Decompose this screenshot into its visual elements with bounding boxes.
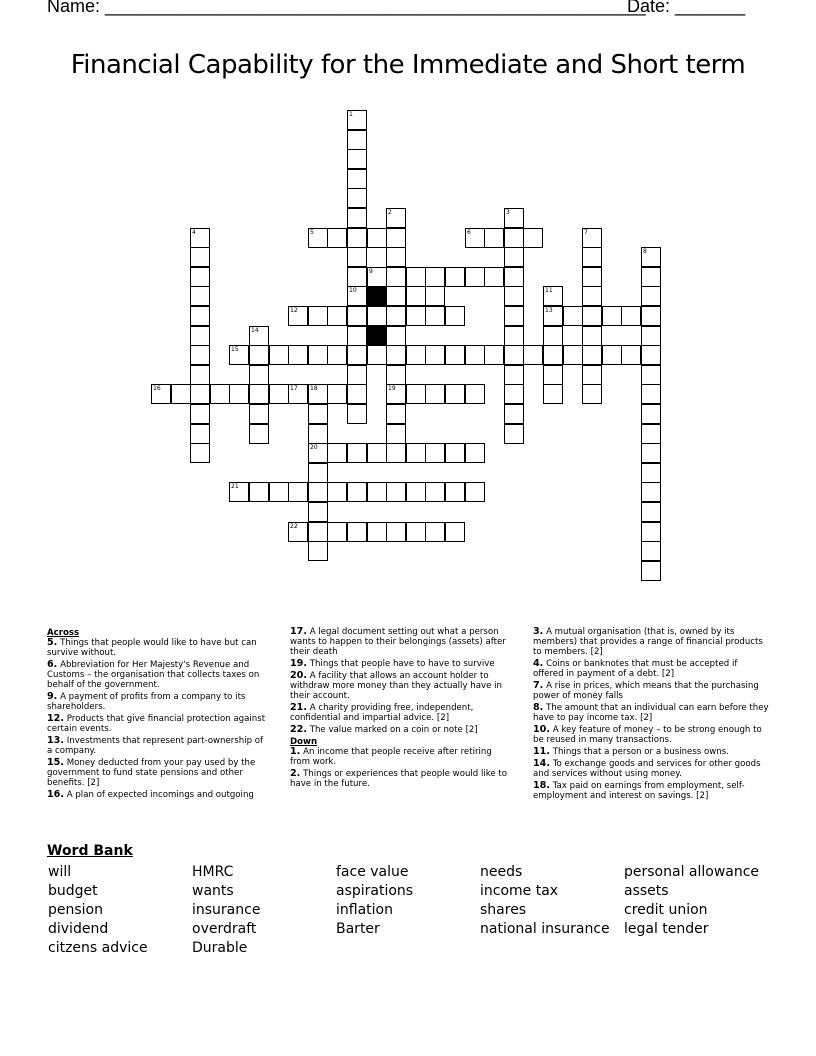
grid-cell[interactable] bbox=[190, 384, 210, 404]
grid-cell[interactable] bbox=[347, 188, 367, 208]
grid-cell[interactable] bbox=[465, 345, 485, 365]
clue-across-5: 5. Things that people would like to have but can survive without. bbox=[47, 637, 257, 658]
word-bank-column-3 bbox=[336, 863, 413, 939]
grid-cell[interactable] bbox=[308, 522, 328, 542]
clue-number: 6 bbox=[467, 229, 471, 236]
grid-cell[interactable] bbox=[327, 443, 347, 463]
clue-number: 19 bbox=[388, 385, 396, 392]
clue-number: 7 bbox=[584, 229, 588, 236]
grid-cell[interactable] bbox=[347, 404, 367, 424]
grid-black-cell bbox=[367, 286, 387, 306]
grid-cell[interactable] bbox=[249, 482, 269, 502]
grid-cell[interactable] bbox=[465, 482, 485, 502]
clue-down-8: 8. The amount that an individual can earn before they have to pay income tax. [2] bbox=[533, 702, 769, 723]
grid-cell[interactable] bbox=[406, 482, 426, 502]
grid-cell[interactable] bbox=[171, 384, 191, 404]
grid-cell[interactable] bbox=[425, 306, 445, 326]
grid-cell[interactable] bbox=[425, 522, 445, 542]
grid-cell[interactable] bbox=[308, 502, 328, 522]
grid-cell[interactable] bbox=[445, 522, 465, 542]
grid-cell[interactable] bbox=[641, 326, 661, 346]
grid-cell[interactable] bbox=[406, 267, 426, 287]
grid-cell[interactable] bbox=[621, 306, 641, 326]
grid-cell[interactable] bbox=[543, 286, 563, 306]
grid-cell[interactable] bbox=[249, 404, 269, 424]
clue-number: 9 bbox=[369, 268, 373, 275]
grid-cell[interactable] bbox=[190, 286, 210, 306]
grid-cell[interactable] bbox=[406, 384, 426, 404]
grid-cell[interactable] bbox=[288, 306, 308, 326]
grid-cell[interactable] bbox=[249, 384, 269, 404]
grid-cell[interactable] bbox=[288, 522, 308, 542]
grid-cell[interactable] bbox=[523, 345, 543, 365]
grid-cell[interactable] bbox=[386, 404, 406, 424]
clue-across-9: 9. A payment of profits from a company to its shareholders. bbox=[47, 691, 246, 712]
grid-cell[interactable] bbox=[406, 345, 426, 365]
grid-cell[interactable] bbox=[425, 443, 445, 463]
grid-cell[interactable] bbox=[641, 561, 661, 581]
word-bank-item: national insurance bbox=[480, 921, 610, 937]
across-heading: Across bbox=[47, 628, 80, 638]
grid-cell[interactable] bbox=[190, 365, 210, 385]
grid-cell[interactable] bbox=[367, 522, 387, 542]
clue-across-16: 16. A plan of expected incomings and outgoing bbox=[47, 789, 254, 800]
grid-cell[interactable] bbox=[406, 443, 426, 463]
clue-across-21: 21. A charity providing free, independent, confidential and impartial advice. [2] bbox=[290, 702, 474, 723]
name-date-line bbox=[47, 0, 747, 20]
grid-cell[interactable] bbox=[308, 384, 328, 404]
grid-cell[interactable] bbox=[465, 228, 485, 248]
clue-number: 1 bbox=[349, 111, 353, 118]
grid-cell[interactable] bbox=[445, 384, 465, 404]
grid-cell[interactable] bbox=[190, 326, 210, 346]
grid-cell[interactable] bbox=[190, 267, 210, 287]
grid-cell[interactable] bbox=[386, 267, 406, 287]
grid-cell[interactable] bbox=[425, 286, 445, 306]
grid-cell[interactable] bbox=[327, 306, 347, 326]
clue-across-20: 20. A facility that allows an account holder to withdraw more money than they actually have in their account. bbox=[290, 670, 502, 701]
clue-number: 8 bbox=[643, 248, 647, 255]
clues-column-3 bbox=[533, 627, 769, 803]
grid-cell[interactable] bbox=[229, 482, 249, 502]
grid-cell[interactable] bbox=[582, 365, 602, 385]
grid-cell[interactable] bbox=[641, 522, 661, 542]
clue-number: 16 bbox=[153, 385, 161, 392]
grid-cell[interactable] bbox=[504, 424, 524, 444]
clue-down-7: 7. A rise in prices, which means that the purchasing power of money falls bbox=[533, 680, 759, 701]
clue-down-14: 14. To exchange goods and services for other goods and services without using money. bbox=[533, 758, 761, 779]
word-bank-column-4 bbox=[480, 863, 610, 939]
grid-cell[interactable] bbox=[543, 365, 563, 385]
clue-number: 4 bbox=[192, 229, 196, 236]
grid-cell[interactable] bbox=[602, 345, 622, 365]
word-bank-item: assets bbox=[624, 883, 669, 899]
grid-cell[interactable] bbox=[563, 345, 583, 365]
grid-black-cell bbox=[367, 326, 387, 346]
grid-cell[interactable] bbox=[425, 345, 445, 365]
clue-number: 15 bbox=[231, 346, 239, 353]
clue-number: 18 bbox=[310, 385, 318, 392]
grid-cell[interactable] bbox=[641, 345, 661, 365]
grid-cell[interactable] bbox=[425, 384, 445, 404]
grid-cell[interactable] bbox=[190, 306, 210, 326]
word-bank-item: inflation bbox=[336, 902, 393, 918]
grid-cell[interactable] bbox=[386, 345, 406, 365]
grid-cell[interactable] bbox=[347, 522, 367, 542]
grid-cell[interactable] bbox=[347, 326, 367, 346]
grid-cell[interactable] bbox=[347, 228, 367, 248]
word-bank-item: citzens advice bbox=[48, 940, 148, 956]
grid-cell[interactable] bbox=[347, 130, 367, 150]
grid-cell[interactable] bbox=[347, 286, 367, 306]
grid-cell[interactable] bbox=[582, 306, 602, 326]
grid-cell[interactable] bbox=[641, 424, 661, 444]
grid-cell[interactable] bbox=[445, 306, 465, 326]
grid-cell[interactable] bbox=[386, 424, 406, 444]
grid-cell[interactable] bbox=[425, 482, 445, 502]
grid-cell[interactable] bbox=[386, 384, 406, 404]
grid-cell[interactable] bbox=[465, 443, 485, 463]
grid-cell[interactable] bbox=[641, 404, 661, 424]
grid-cell[interactable] bbox=[425, 267, 445, 287]
grid-cell[interactable] bbox=[445, 443, 465, 463]
grid-cell[interactable] bbox=[347, 365, 367, 385]
grid-cell[interactable] bbox=[406, 286, 426, 306]
grid-cell[interactable] bbox=[543, 384, 563, 404]
clue-across-15: 15. Money deducted from your pay used by the government to fund state pensions and other benefits. [2] bbox=[47, 757, 256, 788]
word-bank-item: legal tender bbox=[624, 921, 709, 937]
grid-cell[interactable] bbox=[445, 345, 465, 365]
grid-cell[interactable] bbox=[367, 306, 387, 326]
grid-cell[interactable] bbox=[210, 384, 230, 404]
word-bank-item: wants bbox=[192, 883, 234, 899]
grid-cell[interactable] bbox=[190, 228, 210, 248]
grid-cell[interactable] bbox=[308, 463, 328, 483]
grid-cell[interactable] bbox=[641, 502, 661, 522]
grid-cell[interactable] bbox=[641, 463, 661, 483]
grid-cell[interactable] bbox=[347, 345, 367, 365]
grid-cell[interactable] bbox=[151, 384, 171, 404]
clue-down-3: 3. A mutual organisation (that is, owned by its members) that provides a range of financial products to members. [2] bbox=[533, 626, 763, 657]
grid-cell[interactable] bbox=[582, 384, 602, 404]
grid-cell[interactable] bbox=[504, 208, 524, 228]
clue-across-19: 19. Things that people have to have to survive bbox=[290, 658, 495, 669]
grid-cell[interactable] bbox=[347, 110, 367, 130]
grid-cell[interactable] bbox=[347, 208, 367, 228]
grid-cell[interactable] bbox=[484, 228, 504, 248]
clue-number: 11 bbox=[545, 287, 553, 294]
word-bank-item: aspirations bbox=[336, 883, 414, 899]
grid-cell[interactable] bbox=[504, 404, 524, 424]
grid-cell[interactable] bbox=[386, 443, 406, 463]
grid-cell[interactable] bbox=[504, 345, 524, 365]
grid-cell[interactable] bbox=[249, 326, 269, 346]
grid-cell[interactable] bbox=[582, 326, 602, 346]
grid-cell[interactable] bbox=[347, 267, 367, 287]
clue-number: 17 bbox=[290, 385, 298, 392]
word-bank-item: will bbox=[48, 864, 72, 880]
clue-down-11: 11. Things that a person or a business owns. bbox=[533, 746, 729, 757]
clue-down-4: 4. Coins or banknotes that must be accepted if offered in payment of a debt. [2] bbox=[533, 658, 738, 679]
grid-cell[interactable] bbox=[641, 443, 661, 463]
down-heading: Down bbox=[290, 737, 318, 747]
word-bank-item: income tax bbox=[480, 883, 559, 899]
grid-cell[interactable] bbox=[445, 267, 465, 287]
grid-cell[interactable] bbox=[465, 267, 485, 287]
grid-cell[interactable] bbox=[367, 267, 387, 287]
grid-cell[interactable] bbox=[269, 345, 289, 365]
word-bank-item: insurance bbox=[192, 902, 261, 918]
clue-number: 10 bbox=[349, 287, 357, 294]
grid-cell[interactable] bbox=[563, 306, 583, 326]
clue-across-6: 6. Abbreviation for Her Majesty's Revenue and Customs – the organisation that collects taxes on behalf of the government. bbox=[47, 659, 260, 690]
grid-cell[interactable] bbox=[327, 345, 347, 365]
grid-cell[interactable] bbox=[308, 404, 328, 424]
grid-cell[interactable] bbox=[504, 306, 524, 326]
grid-cell[interactable] bbox=[504, 267, 524, 287]
page-title: Financial Capability for the Immediate and Short term bbox=[70, 50, 746, 80]
grid-cell[interactable] bbox=[641, 306, 661, 326]
grid-cell[interactable] bbox=[327, 522, 347, 542]
clue-across-22: 22. The value marked on a coin or note [2] bbox=[290, 724, 478, 735]
grid-cell[interactable] bbox=[308, 482, 328, 502]
word-bank-column-1 bbox=[48, 863, 148, 958]
grid-cell[interactable] bbox=[621, 345, 641, 365]
clues-column-2 bbox=[290, 627, 512, 791]
grid-cell[interactable] bbox=[582, 286, 602, 306]
grid-cell[interactable] bbox=[347, 384, 367, 404]
grid-cell[interactable] bbox=[327, 384, 347, 404]
grid-cell[interactable] bbox=[386, 326, 406, 346]
word-bank-item: face value bbox=[336, 864, 409, 880]
clue-number: 3 bbox=[506, 209, 510, 216]
grid-cell[interactable] bbox=[484, 267, 504, 287]
grid-cell[interactable] bbox=[347, 247, 367, 267]
grid-cell[interactable] bbox=[229, 345, 249, 365]
clue-across-13: 13. Investments that represent part-ownership of a company. bbox=[47, 735, 264, 756]
grid-cell[interactable] bbox=[308, 541, 328, 561]
grid-cell[interactable] bbox=[367, 228, 387, 248]
clue-down-10: 10. A key feature of money – to be strong enough to be reused in many transactions. bbox=[533, 724, 762, 745]
grid-cell[interactable] bbox=[229, 384, 249, 404]
grid-cell[interactable] bbox=[582, 228, 602, 248]
grid-cell[interactable] bbox=[386, 286, 406, 306]
grid-cell[interactable] bbox=[641, 286, 661, 306]
grid-cell[interactable] bbox=[641, 365, 661, 385]
grid-cell[interactable] bbox=[465, 384, 485, 404]
grid-cell[interactable] bbox=[445, 482, 465, 502]
clue-number: 5 bbox=[310, 229, 314, 236]
clue-across-12: 12. Products that give financial protection against certain events. bbox=[47, 713, 266, 734]
date-field[interactable]: Date: _______ bbox=[627, 0, 746, 16]
grid-cell[interactable] bbox=[386, 482, 406, 502]
grid-cell[interactable] bbox=[504, 365, 524, 385]
grid-cell[interactable] bbox=[288, 482, 308, 502]
clue-down-1: 1. An income that people receive after retiring from work. bbox=[290, 746, 492, 767]
grid-cell[interactable] bbox=[582, 345, 602, 365]
word-bank-column-2 bbox=[192, 863, 260, 958]
word-bank-item: dividend bbox=[48, 921, 109, 937]
grid-cell[interactable] bbox=[543, 306, 563, 326]
grid-cell[interactable] bbox=[327, 228, 347, 248]
word-bank-item: credit union bbox=[624, 902, 708, 918]
grid-cell[interactable] bbox=[504, 247, 524, 267]
grid-cell[interactable] bbox=[602, 306, 622, 326]
grid-cell[interactable] bbox=[269, 384, 289, 404]
grid-cell[interactable] bbox=[386, 208, 406, 228]
clue-across-17: 17. A legal document setting out what a person wants to happen to their belongings (assets) after their death bbox=[290, 626, 506, 657]
word-bank-item: needs bbox=[480, 864, 523, 880]
grid-cell[interactable] bbox=[288, 384, 308, 404]
clue-down-18: 18. Tax paid on earnings from employment, self-employment and interest on savings. [2] bbox=[533, 780, 745, 801]
grid-cell[interactable] bbox=[523, 228, 543, 248]
clue-number: 20 bbox=[310, 444, 318, 451]
grid-cell[interactable] bbox=[504, 286, 524, 306]
grid-cell[interactable] bbox=[308, 443, 328, 463]
grid-cell[interactable] bbox=[249, 424, 269, 444]
grid-cell[interactable] bbox=[641, 267, 661, 287]
grid-cell[interactable] bbox=[308, 306, 328, 326]
grid-cell[interactable] bbox=[504, 384, 524, 404]
grid-cell[interactable] bbox=[484, 345, 504, 365]
grid-cell[interactable] bbox=[504, 326, 524, 346]
grid-cell[interactable] bbox=[190, 424, 210, 444]
grid-cell[interactable] bbox=[386, 247, 406, 267]
word-bank-item: Barter bbox=[336, 921, 380, 937]
clue-number: 22 bbox=[290, 523, 298, 530]
grid-cell[interactable] bbox=[190, 404, 210, 424]
grid-cell[interactable] bbox=[347, 443, 367, 463]
grid-cell[interactable] bbox=[269, 482, 289, 502]
grid-cell[interactable] bbox=[308, 424, 328, 444]
grid-cell[interactable] bbox=[641, 482, 661, 502]
grid-cell[interactable] bbox=[367, 345, 387, 365]
grid-cell[interactable] bbox=[386, 365, 406, 385]
word-bank-item: shares bbox=[480, 902, 527, 918]
clue-down-2: 2. Things or experiences that people would like to have in the future. bbox=[290, 768, 508, 789]
grid-cell[interactable] bbox=[327, 482, 347, 502]
clue-number: 21 bbox=[231, 483, 239, 490]
grid-cell[interactable] bbox=[347, 482, 367, 502]
clue-number: 12 bbox=[290, 307, 298, 314]
grid-cell[interactable] bbox=[406, 522, 426, 542]
grid-cell[interactable] bbox=[347, 306, 367, 326]
word-bank-title: Word Bank bbox=[47, 843, 133, 859]
grid-cell[interactable] bbox=[386, 228, 406, 248]
grid-cell[interactable] bbox=[190, 443, 210, 463]
grid-cell[interactable] bbox=[249, 365, 269, 385]
grid-cell[interactable] bbox=[308, 345, 328, 365]
clue-number: 13 bbox=[545, 307, 553, 314]
grid-cell[interactable] bbox=[367, 482, 387, 502]
grid-cell[interactable] bbox=[406, 306, 426, 326]
word-bank-item: budget bbox=[48, 883, 98, 899]
word-bank-item: Durable bbox=[192, 940, 248, 956]
grid-cell[interactable] bbox=[288, 345, 308, 365]
grid-cell[interactable] bbox=[190, 247, 210, 267]
grid-cell[interactable] bbox=[308, 228, 328, 248]
grid-cell[interactable] bbox=[347, 149, 367, 169]
grid-cell[interactable] bbox=[543, 326, 563, 346]
grid-cell[interactable] bbox=[504, 228, 524, 248]
word-bank-item: pension bbox=[48, 902, 103, 918]
name-field[interactable]: Name: ______________________________________________________ bbox=[47, 0, 646, 16]
clues-column-1 bbox=[47, 627, 269, 802]
clue-number: 14 bbox=[251, 327, 259, 334]
clue-number: 2 bbox=[388, 209, 392, 216]
grid-cell[interactable] bbox=[249, 345, 269, 365]
grid-cell[interactable] bbox=[641, 247, 661, 267]
word-bank-item: overdraft bbox=[192, 921, 257, 937]
grid-cell[interactable] bbox=[543, 345, 563, 365]
grid-cell[interactable] bbox=[641, 384, 661, 404]
grid-cell[interactable] bbox=[582, 247, 602, 267]
word-bank-item: personal allowance bbox=[624, 864, 760, 880]
word-bank-column-5 bbox=[624, 863, 759, 939]
grid-cell[interactable] bbox=[190, 345, 210, 365]
grid-cell[interactable] bbox=[386, 306, 406, 326]
grid-cell[interactable] bbox=[582, 267, 602, 287]
grid-cell[interactable] bbox=[386, 522, 406, 542]
grid-cell[interactable] bbox=[347, 169, 367, 189]
grid-cell[interactable] bbox=[367, 443, 387, 463]
word-bank-item: HMRC bbox=[192, 864, 234, 880]
grid-cell[interactable] bbox=[641, 541, 661, 561]
